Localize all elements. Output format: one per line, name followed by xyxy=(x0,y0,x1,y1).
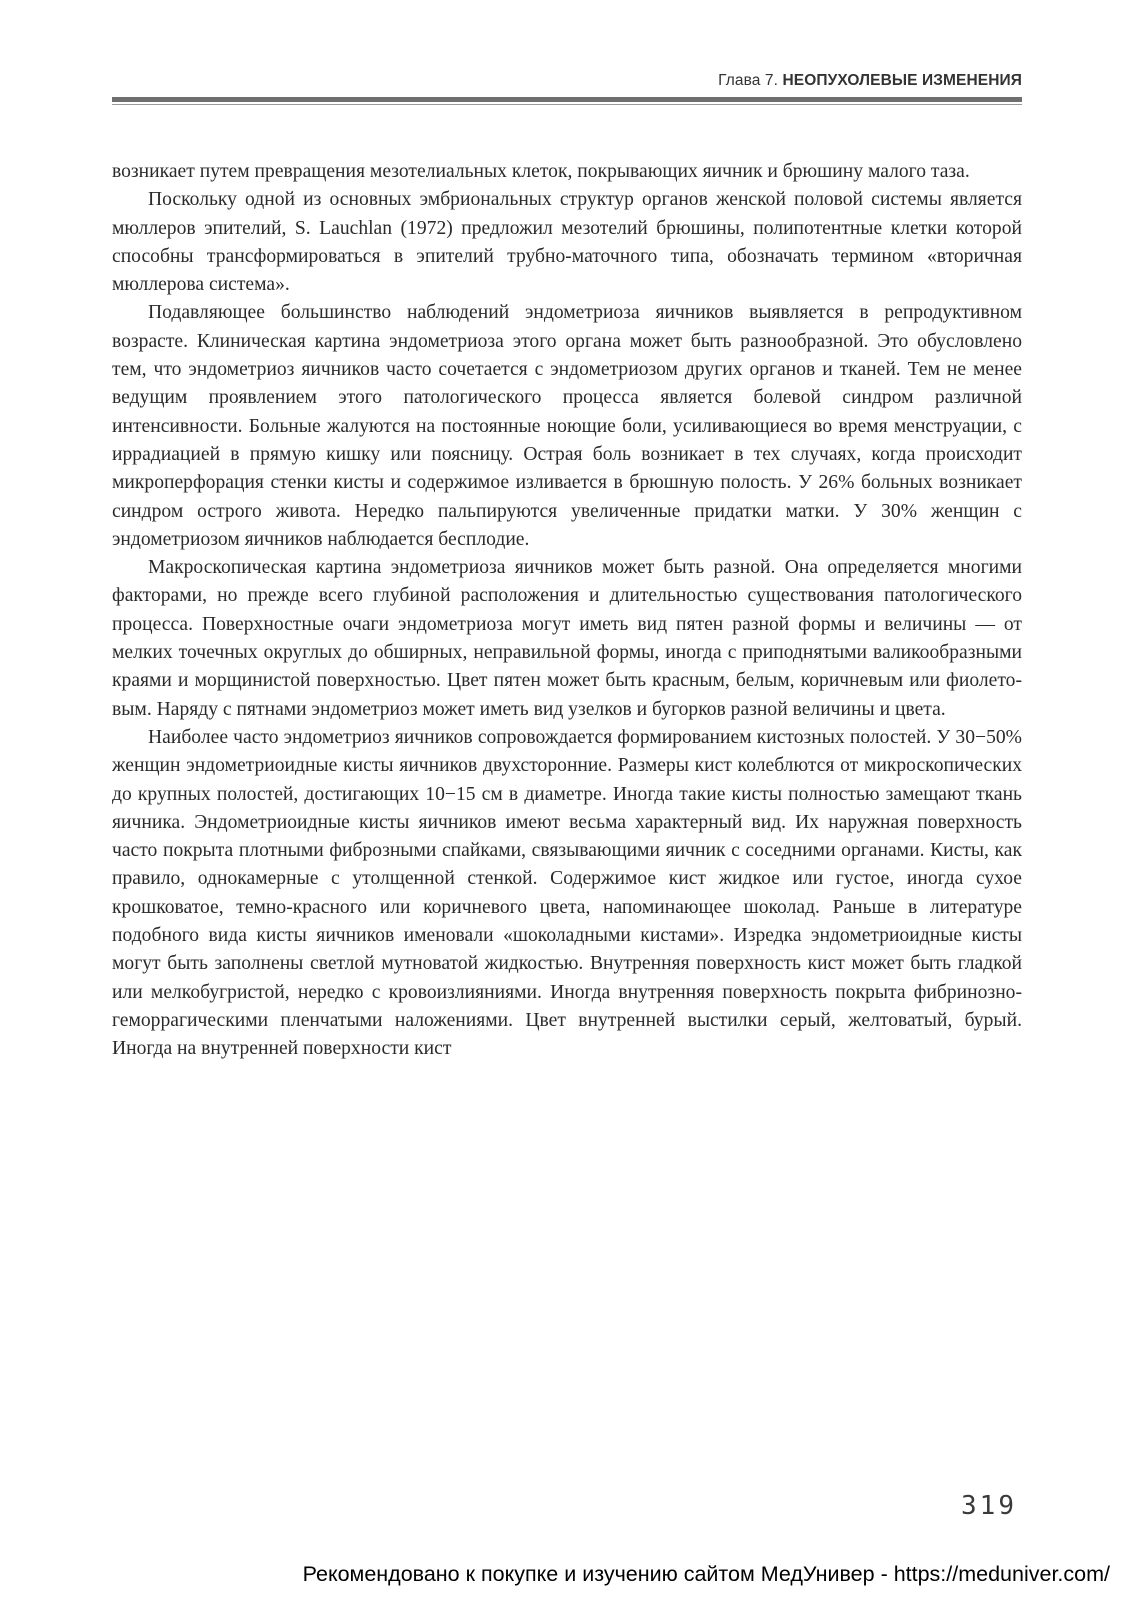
paragraph: Наиболее часто эндометриоз яичников сопровождается формированием кистозных полостей. У 30−50% женщин эндометриоидные кисты яичников двухсторонние. Размеры кист колеблются от микроскопических до крупных полостей, достигающих 10−15 см в диаметре. Иногда такие кисты полностью замещают ткань яичника. Эндометриоидные кисты яичников имеют весьма характерный вид. Их наружная поверхность часто покрыта плотными фиброзными спайками, связывающими яичник с соседними органами. Кисты, как правило, однокамерные с утолщенной стенкой. Содержимое кист жидкое или густое, иногда сухое крошковатое, темно-красного или коричневого цвета, напоминающее шоколад. Раньше в литературе подобного вида кисты яичников именовали «шоколадными кистами». Изредка эндометриоидные кисты могут быть заполнены светлой мутноватой жидкостью. Внутренняя поверхность кист может быть гладкой или мелкобугристой, нередко с кровоизлияниями. Иногда внутренняя поверхность покрыта фибринозно-геморрагическими пленчатыми наложениями. Цвет внутренней выстилки серый, желтоватый, бурый. Иногда на внутренней поверхности кист xyxy=(112,726,1022,1060)
footer-recommendation: Рекомендовано к покупке и изучению сайтом МедУнивер - https://meduniver.com/ xyxy=(302,1562,1110,1586)
paragraph: Подавляющее большинство наблюдений эндометриоза яичников выявляется в репродуктивном возрасте. Клиническая картина эндометриоза этого органа может быть разнообразной. Это обусловлено тем, что эндометриоз яичников часто сочетается с эндометриозом других органов и тканей. Тем не менее ведущим проявлением этого патологического процесса является болевой синдром различной интенсивности. Больные жалуются на постоянные ноющие боли, усиливающиеся во время менструации, с иррадиацией в прямую кишку или поясницу. Острая боль возникает в тех случаях, когда происходит микроперфорация стенки кисты и содержимое изливается в брюшную полость. У 26% больных возникает синдром острого живота. Нередко пальпируются увеличенные придатки матки. У 30% женщин с эндометриозом яичников наблюдается бесплодие. xyxy=(112,302,1022,550)
header-rule xyxy=(112,97,1022,102)
chapter-title: НЕОПУХОЛЕВЫЕ ИЗМЕНЕНИЯ xyxy=(782,72,1022,89)
paragraph: возникает путем превращения мезотелиальных клеток, покрывающих яичник и брюшину малого таза. xyxy=(112,161,970,182)
chapter-label: Глава 7. xyxy=(718,72,779,89)
paragraph: Макроскопическая картина эндометриоза яичников может быть разной. Она определяется многими факторами, но прежде всего глубиной расположения и длительностью существования патологического процесса. Поверхностные очаги эндометриоза могут иметь вид пятен разной формы и величины — от мелких точечных округлых до обширных, неправильной формы, иногда с приподнятыми валикообразными краями и морщинистой поверхностью. Цвет пятен может быть красным, белым, коричневым или фиолетовым. Наряду с пятнами эндометриоз может иметь вид узелков и бугорков разной величины и цвета. xyxy=(112,557,1022,720)
page-number: 319 xyxy=(961,1491,1017,1521)
running-header xyxy=(112,72,1022,90)
paragraph: Поскольку одной из основных эмбриональных структур органов женской половой системы является мюллеров эпителий, S. Lauchlan (1972) предложил мезотелий брюшины, полипотентные клетки которой способны трансформироваться в эпителий трубно-маточного типа, обозначать термином «вторичная мюллерова система». xyxy=(112,189,1022,296)
body-text xyxy=(112,158,1022,1064)
